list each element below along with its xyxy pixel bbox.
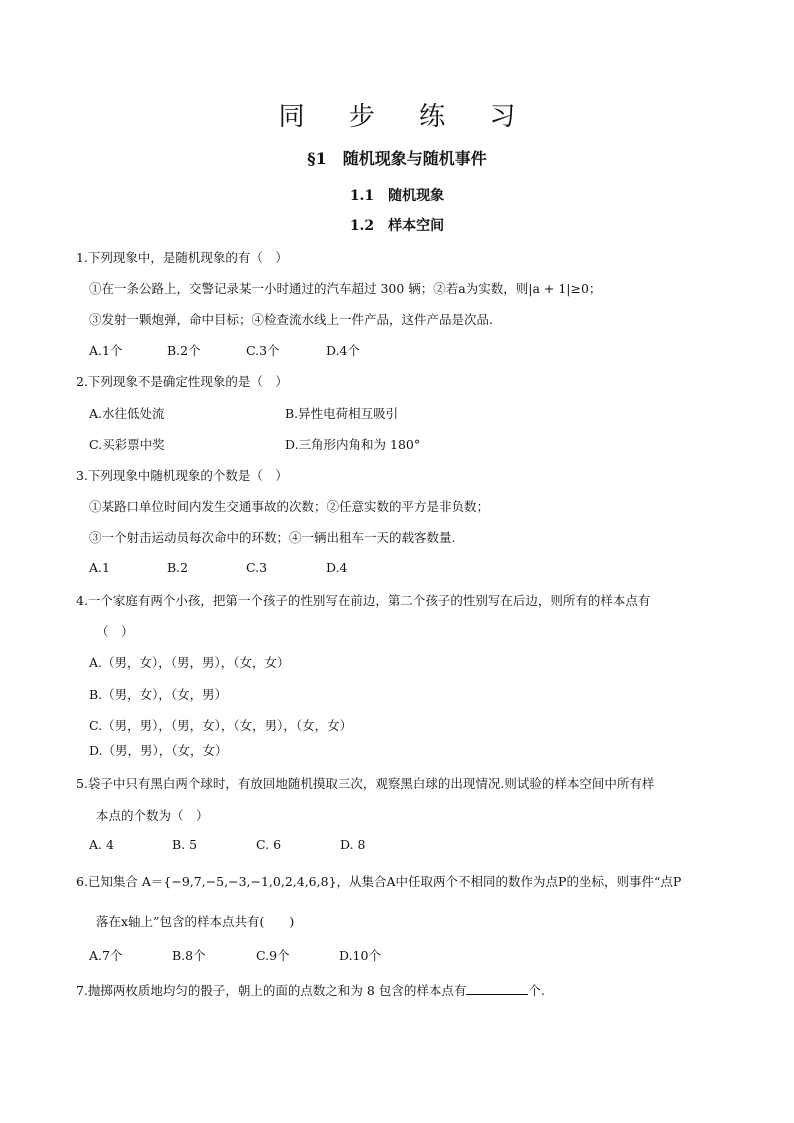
question-2-option-d: D.三角形内角和为 180° xyxy=(285,437,421,452)
question-6-stem-continued: 落在x轴上”包含的样本点共有( ) xyxy=(96,914,295,929)
question-1-option-b: B.2个 xyxy=(167,343,201,358)
question-1-stem: 1.下列现象中，是随机现象的有（ ） xyxy=(76,250,288,265)
question-7-stem-text: 7.抛掷两枚质地均匀的骰子，朝上的面的点数之和为 8 包含的样本点有 xyxy=(76,983,467,998)
page-title: 同 步 练 习 xyxy=(278,102,534,132)
question-1-line-1: ①在一条公路上，交警记录某一小时通过的汽车超过 300 辆；②若a为实数，则|a + 1|≥0； xyxy=(89,281,602,296)
question-6-stem: 6.已知集合 A＝{−9,7,−5,−3,−1,0,2,4,6,8}，从集合A中任取两个不相同的数作为点P的坐标，则事件“点P xyxy=(76,874,682,889)
question-7-stem-suffix: 个. xyxy=(528,983,545,998)
section-heading: §1 随机现象与随机事件 xyxy=(307,149,487,168)
question-7-stem xyxy=(76,981,545,999)
question-3-stem: 3.下列现象中随机现象的个数是（ ） xyxy=(76,468,288,483)
answer-blank[interactable] xyxy=(466,982,528,995)
question-3-option-b: B.2 xyxy=(167,560,189,575)
question-6-option-d: D.10个 xyxy=(339,948,381,963)
question-5-option-b: B. 5 xyxy=(172,837,198,852)
question-4-option-d: D.（男，男），（女，女） xyxy=(89,743,228,758)
question-4-stem-continued: （ ） xyxy=(96,624,134,639)
question-3-line-2: ③一个射击运动员每次命中的环数；④一辆出租车一天的载客数量. xyxy=(89,530,456,545)
question-5-option-a: A. 4 xyxy=(89,837,114,852)
question-6-option-a: A.7个 xyxy=(89,948,123,963)
question-3-option-c: C.3 xyxy=(246,560,268,575)
question-4-option-c: C.（男，男），（男，女），（女，男），（女，女） xyxy=(89,718,353,733)
question-2-stem: 2.下列现象不是确定性现象的是（ ） xyxy=(76,374,288,389)
question-5-stem-continued: 本点的个数为（ ） xyxy=(96,808,209,823)
question-5-option-d: D. 8 xyxy=(340,837,366,852)
question-3-option-a: A.1 xyxy=(89,560,110,575)
question-6-option-c: C.9个 xyxy=(256,948,290,963)
subsection-heading-2: 1.2 样本空间 xyxy=(349,218,445,234)
question-2-option-a: A.水往低处流 xyxy=(89,406,165,421)
question-3-option-d: D.4 xyxy=(326,560,348,575)
question-6-option-b: B.8个 xyxy=(172,948,206,963)
question-5-option-c: C. 6 xyxy=(256,837,282,852)
question-1-line-2: ③发射一颗炮弹，命中目标；④检查流水线上一件产品，这件产品是次品. xyxy=(89,312,493,327)
question-2-option-c: C.买彩票中奖 xyxy=(89,437,165,452)
question-1-option-c: C.3个 xyxy=(246,343,280,358)
question-1-option-d: D.4个 xyxy=(326,343,361,358)
question-3-line-1: ①某路口单位时间内发生交通事故的次数；②任意实数的平方是非负数； xyxy=(89,499,490,514)
question-5-stem: 5.袋子中只有黑白两个球时，有放回地随机摸取三次，观察黑白球的出现情况.则试验的样本空间中所有样 xyxy=(76,776,655,791)
question-4-option-a: A.（男，女），（男，男），（女，女） xyxy=(89,655,290,670)
question-2-option-b: B.异性电荷相互吸引 xyxy=(285,406,399,421)
question-4-stem: 4.一个家庭有两个小孩，把第一个孩子的性别写在前边，第二个孩子的性别写在后边，则所有的样本点有 xyxy=(76,593,651,608)
question-4-option-b: B.（男，女），（女，男） xyxy=(89,687,228,702)
subsection-heading-1: 1.1 随机现象 xyxy=(349,188,445,204)
question-1-option-a: A.1个 xyxy=(89,343,123,358)
